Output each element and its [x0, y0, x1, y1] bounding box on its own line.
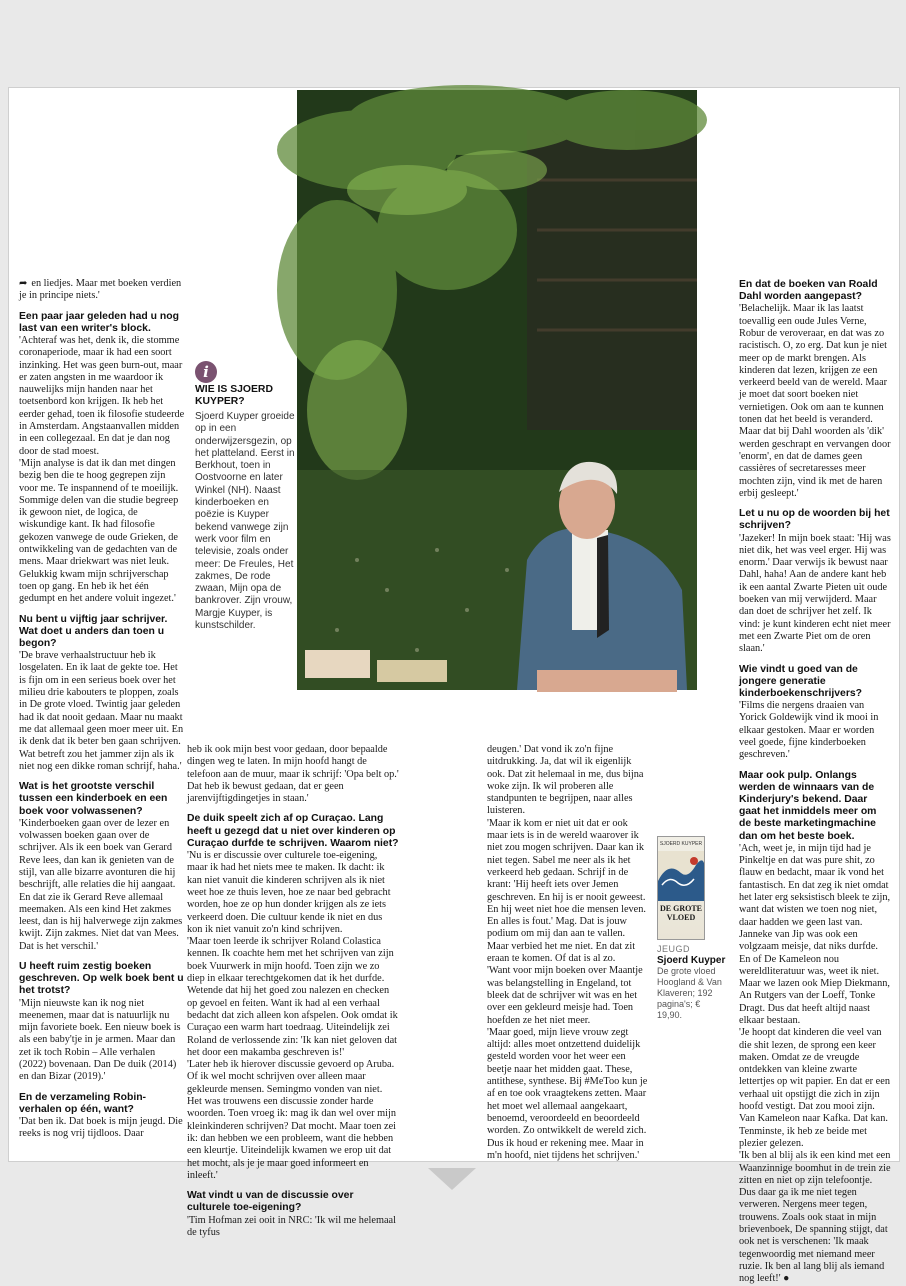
answer-paragraph: 'Kinderboeken gaan over de lezer en volwassen boeken gaan over de schrijver. Als ik een boek van Gerard Reve lees, dan kan ik genieten van de stijl, van alle bizarre avonturen die hij beschrijft, alle relaties die hij aangaat. En dat zie ik Gerard Reve allemaal meemaken. Als een kind Het zakmes leest, dan is hij halverwege zijn zakmes kwijt. Zijn zakmes. Niet dat van Mees. Dat is het verschil.' [19, 817, 183, 952]
book-cover-wave-illustration [658, 851, 704, 901]
photo-illustration [297, 90, 697, 690]
column-4 [739, 279, 891, 1286]
magazine-page [8, 87, 900, 1285]
book-genre: JEUGD [657, 944, 691, 954]
answer-paragraph: 'Achteraf was het, denk ik, die stomme coronaperiode, maar ik had een soort inzinking. Het was geen burn-out, maar er zaten angsten in me waardoor ik nauwelijks mijn handen naar het toetsenbord kon krijgen. Ik heb het eerder gehad, toen ik filosofie studeerde in Amsterdam. Angstaanvallen midden in een collegezaal. En dat je dan nog door de stad moest. [19, 335, 185, 457]
column-1 [19, 278, 185, 1141]
book-cover-author: SJOERD KUYPER [659, 841, 703, 847]
author-portrait-photo [297, 90, 697, 690]
continuation-arrow-icon: ➦ [19, 278, 28, 289]
answer-paragraph: 'Ach, weet je, in mijn tijd had je Pinkeltje en dat was pure shit, zo flauw en bedacht, maar ik vond het fantastisch. En dat zeg ik niet omdat het later erg seksistisch bleek te zijn, want dat wisten we toen nog niet, daar hadden we geen last van. Janneke van Jip was ook een volgzaam meisje, dat niks durfde. En of De Kameleon nou wereldliteratuur was, weet ik niet. Maar we lazen ook Miep Diekmann, An Rutgers van der Loeff, Tonke Dragt. Dus dat heeft altijd naast elkaar bestaan. [739, 842, 891, 1026]
book-cover-image [657, 836, 705, 940]
question-words: Let u nu op de woorden bij het schrijven? [739, 508, 890, 532]
question-pulp: Maar ook pulp. Onlangs werden de winnaars van de Kinderjury's bekend. Daar gaat het inmiddels meer om de beste marketingmachine dan om het beste boek. [739, 769, 877, 842]
book-details: De grote vloed Hoogland & Van Klaveren; 192 pagina's; € 19,90. [657, 966, 722, 1020]
answer-paragraph: 'Want voor mijn boeken over Maantje was belangstelling in Engeland, tot bleek dat de schrijver wit was en het over een gekleurd meisje had. Toen hoefden ze het niet meer. [487, 965, 643, 1026]
answer-paragraph: 'Tim Hofman zei ooit in NRC: 'Ik wil me helemaal de tyfus [187, 1214, 396, 1238]
answer-paragraph: 'Maar ik kom er niet uit dat er ook maar iets is in de wereld waarover ik niet zou mogen schrijven. Daar kan ik niet tegen. Sabel me neer als ik het verkeerd heb gedaan. Schrijf in de krant: 'Hij heeft iets over Jemen geschreven. En hij is er nooit geweest. En hij weet niet hoe die mensen leven. En alles is fout.' Mag. Dat is jouw podium om mij dan aan te vallen. Maar verbied het me niet. En dat zit eraan te komen. Of dat is al zo. [487, 817, 646, 965]
column-3 [487, 744, 649, 1162]
page-turn-tab[interactable] [428, 1168, 476, 1190]
question-toe-eigening: Wat vindt u van de discussie over culturele toe-eigening? [187, 1190, 354, 1214]
question-proudest: U heeft ruim zestig boeken geschreven. Op welk boek bent u het trotst? [19, 960, 184, 997]
answer-paragraph: 'Belachelijk. Maar ik las laatst toevallig een oude Jules Verne, Robur de veroveraar, en dat was zo racistisch. O, zo erg. Dat kun je niet meer op de markt brengen. Als kinderen dat lezen, krijgen ze een verkeerd beeld van de wereld. Maar je moet dat soort boeken niet vernietigen. Ook om aan te kunnen tonen dat het beeld is veranderd. Maar dat bij Dahl woorden als 'dik' werden geschrapt en vervangen door 'enorm', en dat de dames geen cassières of secretaresses meer mochten zijn, vind ik met de haren erbij gesleept.' [739, 303, 891, 499]
book-cover-title: DE GROTE VLOED [659, 904, 702, 922]
column-2 [187, 744, 399, 1239]
question-writers-block: Een paar jaar geleden had u nog last van een writer's block. [19, 310, 179, 334]
question-fifty-years: Nu bent u vijftig jaar schrijver. Wat doet u anders dan toen u begon? [19, 613, 168, 649]
sidebar-body: Sjoerd Kuyper groeide op in een onderwijzersgezin, op het platteland. Eerst in Berkhout, toen in Oostvoorne en later Winkel (NH). Naast kinderboeken en poëzie is Kuyper bekend vanwege zijn werk voor film en televisie, zoals onder meer: De Freules, Het zakmes, De rode zwaan, Mijn opa de bankrover. Zijn vrouw, Margje Kuyper, is kunstschilder. [195, 411, 295, 632]
question-difference: Wat is het grootste verschil tussen een kinderboek en een boek voor volwassenen? [19, 781, 168, 817]
answer-paragraph: 'Maar toen leerde ik schrijver Roland Colastica kennen. Ik coachte hem met het schrijven van zijn boek Vuurwerk in mijn hoofd. Toen zijn we zo diep in elkaar terechtgekomen dat ik het durfde. Wetende dat hij het goed zou nalezen en checken op gevoel en feiten. Want ik had al een verhaal bedacht dat zich alleen kon afspelen. Ook omdat ik Curaçao een warm hart toedraag. Uiteindelijk zei Roland de verlossende zin: 'Ik kan niet geloven dat het door een makamba geschreven is!' [187, 936, 398, 1058]
answer-paragraph: 'De brave verhaalstructuur heb ik losgelaten. En ik laat de gekte toe. Het is fijn om in een serieus boek over het milieu drie kabouters te ploppen, zoals in De grote vloed. Twintig jaar geleden had ik dat nooit gedaan. Maar nu maakt me dat allemaal geen moer meer uit. En ik denk dat ik beter ben gaan schrijven. Wat betreft zou het jammer zijn als ik niet nog een dikke roman schrijf, haha.' [19, 650, 184, 772]
answer-paragraph: 'Mijn nieuwste kan ik nog niet meenemen, maar dat is natuurlijk nu mijn favoriete boek. Een nieuw boek is als een baby'tje in je armen. Maar dan zet ik toch Robin – Alle verhalen (2022) bovenaan. Dan De duik (2014) en dan Bizar (2019).' [19, 997, 181, 1083]
answer-paragraph: heb ik ook mijn best voor gedaan, door bepaalde dingen weg te laten. In mijn hoofd hangt de telefoon aan de muur, maar ik schrijf: 'Opa belt op.' Dat heb ik bewust gedaan, dat er geen jarenvijftigdingetjes in staan.' [187, 744, 399, 805]
answer-paragraph: deugen.' Dat vond ik zo'n fijne uitdrukking. Ja, dat wil ik eigenlijk ook. Dat zit helemaal in me, dus bijna woke zijn. Ik wil proberen alle standpunten te begrijpen, naar alles luisteren. [487, 744, 644, 817]
question-roald-dahl: En dat de boeken van Roald Dahl worden aangepast? [739, 279, 878, 303]
sidebar-title: WIE IS SJOERD KUYPER? [195, 384, 273, 407]
question-robin: En de verzameling Robin-verhalen op één, want? [19, 1091, 147, 1115]
answer-paragraph: 'Films die nergens draaien van Yorick Goldewijk vind ik mooi in elkaar gestoken. Maar er worden veel goede, fijne kinderboeken geschreven.' [739, 700, 879, 761]
answer-paragraph: 'Later heb ik hierover discussie gevoerd op Aruba. Of ik wel mocht schrijven over alleen maar gekleurde mensen. Semingmo vonden van niet. Het was trouwens een discussie zonder harde woorden. Toen vroeg ik: mag ik dan wel over mijn kleinkinderen schrijven? Dat mocht. Maar toen zei ik: dan hebben we een probleem, want die hebben een kleurtje. Uiteindelijk kwamen we erop uit dat het mocht, als je je maar goed informeert en inleeft.' [187, 1059, 397, 1181]
answer-paragraph: 'Mijn analyse is dat ik dan met dingen bezig ben die te hoog gegrepen zijn voor me. Te inspannend of te moeilijk. Sommige delen van die studie begreep ik gewoon niet, de logica, de wiskundige kant. Ik had filosofie gekozen vanwege de oude Grieken, de ontwikkeling van de gedachten van de mens. Maar driekwart was niet leuk. Gelukkig kwam mijn schrijverschap toen op gang. En heb ik het één gedumpt en het andere voluit ingezet.' [19, 457, 179, 605]
answer-paragraph: 'Jazeker! In mijn boek staat: 'Hij was niet dik, het was veel erger. Hij was enorm.' Daar verwijs ik bewust naar Dahl, haha! Aan de andere kant heb ik een aantal Zwarte Pieten uit oude boeken van mij verwijderd. Maar dan doet de schrijver het zelf. Ik vind: je kunt kinderen echt niet meer met een Zwarte Piet om de oren slaan.' [739, 532, 891, 655]
answer-paragraph: 'Dat ben ik. Dat boek is mijn jeugd. Die reeks is nog vrij tijdloos. Daar [19, 1116, 183, 1140]
question-de-duik: De duik speelt zich af op Curaçao. Lang heeft u gezegd dat u niet over kinderen op Curaçao durfde te schrijven. Waarom niet? [187, 813, 399, 849]
answer-paragraph: 'Ik ben al blij als ik een kind met een Waanzinnige boomhut in de trein zie zitten en niet op zijn telefoontje. Dus daar ga ik me niet tegen verweren. Nergens meer tegen, trouwens. Zoals ook staat in mijn brievenboek, De spanning stijgt, dat ook net is verschenen: 'Ik maak tegenwoordig met niemand meer ruzie. Ik ben al lang blij als iemand nog leeft!' ● [739, 1150, 891, 1285]
intro-paragraph: ➦ en liedjes. Maar met boeken verdien je in principe niets.' [19, 278, 182, 302]
book-info [657, 944, 727, 1021]
answer-paragraph: 'Je hoopt dat kinderen die veel van die shit lezen, de sprong een keer maken. Omdat ze de vreugde ontdekken van kleine zwarte lettertjes op wit papier. En dat er een verhaal uit opstijgt die zich in zijn hoofd vestigt. Dat zou mooi zijn. Van Kameleon naar Kafka. Dat kan. Tenminste, ik heb ze beide met plezier gelezen. [739, 1027, 890, 1149]
book-author: Sjoerd Kuyper [657, 955, 726, 966]
question-younger-writers: Wie vindt u goed van de jongere generatie kinderboekenschrijvers? [739, 663, 863, 699]
answer-paragraph: 'Nu is er discussie over culturele toe-eigening, maar ik had het niets mee te maken. Ik dacht: ik kan niet vanuit die kinderen schrijven als ik niet weet hoe ze thuis leven, hoe ze naar bed gebracht worden, hoe ze op hun donder krijgen als ze iets verkeerd doen. Die cultuur kende ik niet en dus kon ik niet vanuit zo'n kind schrijven. [187, 850, 391, 935]
info-icon: i [195, 361, 217, 383]
answer-paragraph: 'Maar goed, mijn lieve vrouw zegt altijd: alles moet ontzettend duidelijk gesteld worden voor het weer een beetje naar het midden gaat. These, antithese, synthese. Bij #MeToo kun je af en toe ook vraagtekens zetten. Maar het moet wel allemaal aangekaart, benoemd, veroordeeld en beoordeeld worden. Zo ontwikkelt de wereld zich. Dus ik houd er rekening mee. Maar in m'n hoofd, niet tijdens het schrijven.' [487, 1026, 648, 1161]
